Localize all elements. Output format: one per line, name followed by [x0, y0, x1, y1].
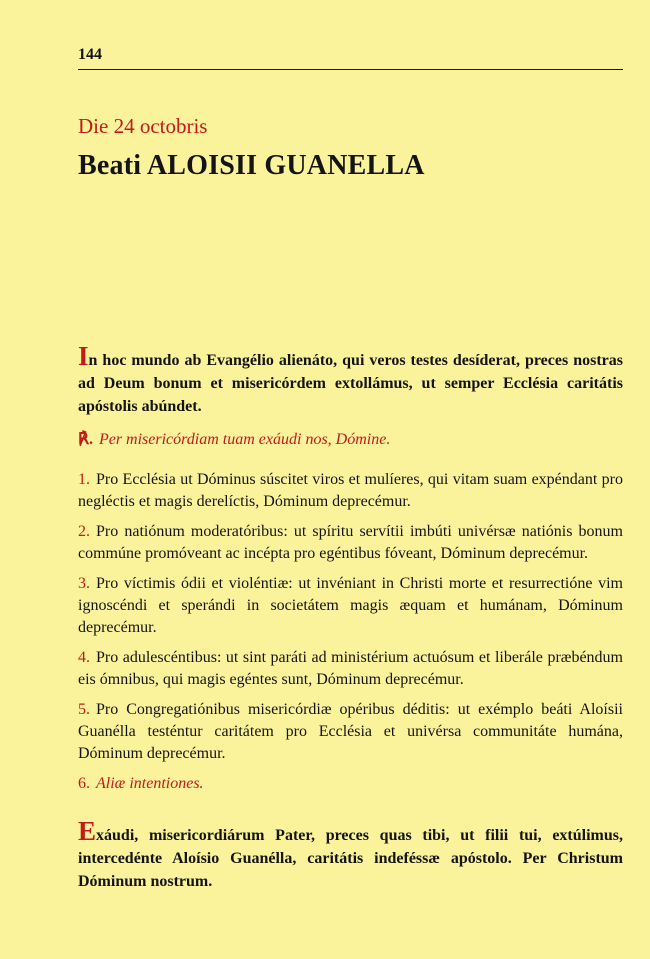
- intention-number: 3.: [78, 575, 90, 592]
- header-rule: [78, 69, 623, 70]
- response-symbol: ℟.: [78, 431, 93, 448]
- intention-number: 2.: [78, 523, 90, 540]
- intention-text: Pro víctimis ódii et violéntiæ: ut invéniant in Christi morte et resurrectióne vim ignoscéndi et sperándi in societátem magis æquam et humánam, Dóminum deprecémur.: [78, 575, 623, 636]
- response-text: Per misericórdiam tuam exáudi nos, Dómine.: [98, 431, 391, 448]
- intention-item: [78, 699, 623, 765]
- intention-text: Aliæ intentiones.: [96, 775, 204, 792]
- intention-number: 4.: [78, 649, 90, 666]
- intention-number: 6.: [78, 775, 90, 792]
- feast-title: Beati ALOISII GUANELLA: [78, 150, 425, 181]
- response-line: [78, 429, 623, 451]
- intention-item: [78, 573, 623, 639]
- intention-text: Pro adulescéntibus: ut sint paráti ad ministérium actuósum et liberále præbéndum eis ómnibus, qui magis egéntes sunt, Dóminum deprecémur.: [78, 649, 623, 688]
- concluding-prayer: [78, 816, 623, 893]
- intention-text: Pro Congregatiónibus misericórdiæ opéribus déditis: ut exémplo beáti Aloísii Guanélla testéntur caritátem pro Ecclésia et univérsa communitáte humána, Dóminum deprecémur.: [78, 701, 623, 762]
- intention-item: [78, 521, 623, 565]
- intention-item: [78, 469, 623, 513]
- intention-item: [78, 647, 623, 691]
- conclusion-drop-cap: E: [78, 816, 97, 846]
- intro-drop-cap: I: [78, 341, 89, 371]
- liturgy-page: [78, 0, 623, 959]
- introductory-prayer: [78, 341, 623, 418]
- page-number: 144: [78, 46, 102, 63]
- intentions-list: [78, 469, 623, 803]
- intention-text: Pro Ecclésia ut Dóminus súscitet viros et mulíeres, qui vitam suam expéndant pro negléctis et magis derelíctis, Dóminum deprecémur.: [78, 471, 623, 510]
- intention-item-other: [78, 773, 623, 795]
- intention-text: Pro natiónum moderatóribus: ut spíritu servítii imbúti univérsæ natiónis bonum commúne promóveant ac incépta pro egéntibus fóveant, Dóminum deprecémur.: [78, 523, 623, 562]
- feast-date: Die 24 octobris: [78, 114, 208, 138]
- intention-number: 5.: [78, 701, 90, 718]
- conclusion-text: xáudi, misericordiárum Pater, preces quas tibi, ut filii tui, extúlimus, intercedénte Aloísio Guanélla, caritátis indeféssæ apóstolo. Per Christum Dóminum nostrum.: [78, 827, 623, 890]
- intro-text: n hoc mundo ab Evangélio alienáto, qui veros testes desíderat, preces nostras ad Deum bonum et misericórdem extollámus, ut semper Ecclésia caritátis apóstolis abúndet.: [78, 352, 623, 415]
- intention-number: 1.: [78, 471, 90, 488]
